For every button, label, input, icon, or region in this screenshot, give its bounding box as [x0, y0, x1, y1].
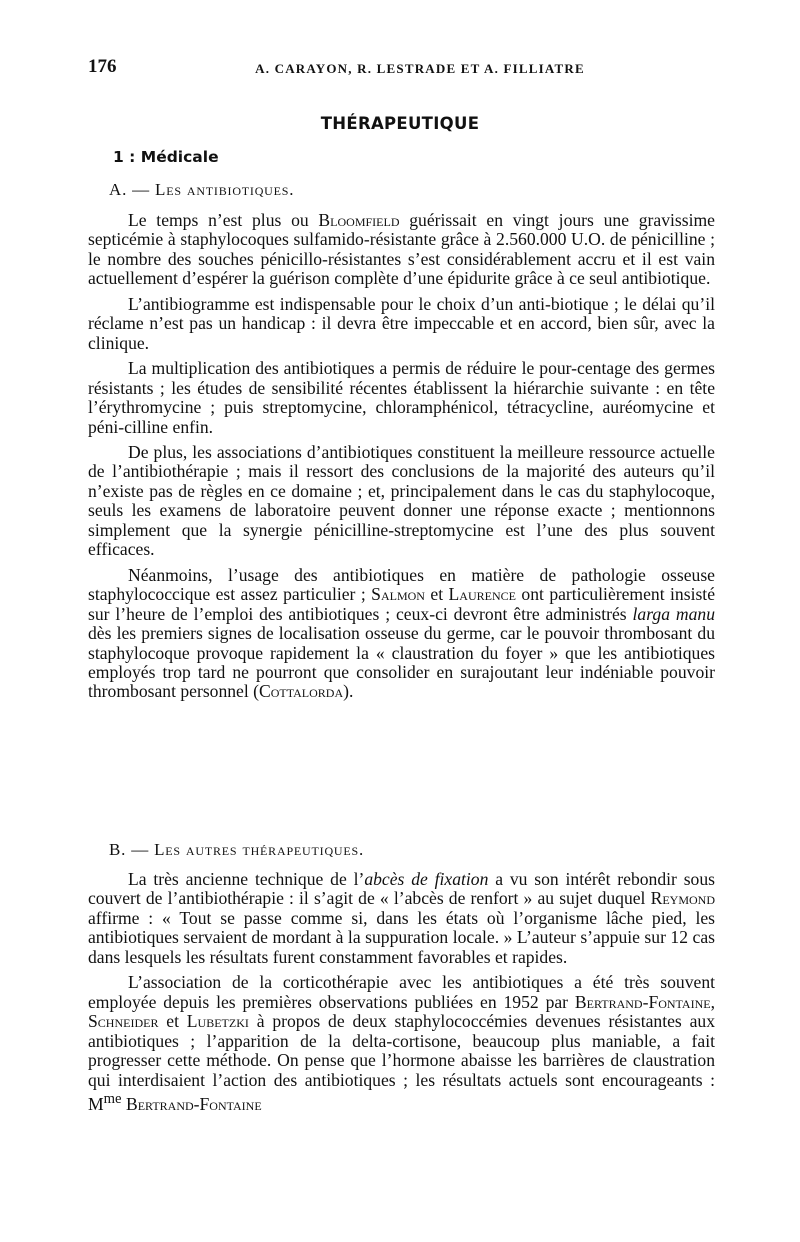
paragraph: La très ancienne technique de l’abcès de fixation a vu son intérêt rebondir sous couvert de l’antibiothérapie : il s’agit de « l’abcès de renfort » au sujet duquel Reymond affirme : « Tout se passe comme si, dans les états où l’organisme lâche pied, les antibiotiques servaient de mordant à la suppuration locale. » L’auteur s’appuie sur 12 cas dans lesquels les résultats furent constamment favorables et rapides.	[88, 869, 715, 967]
heading-other-therapies	[109, 840, 364, 860]
author-name: Cottalorda	[259, 681, 344, 702]
paragraph: De plus, les associations d’antibiotiques constituent la meilleure ressource actuelle de l’antibiothérapie ; mais il ressort des conclusions de la majorité des auteurs qu’il n’existe pas de règles en ce domaine ; et, principalement dans le cas du staphylocoque, seuls les examens de laboratoire peuvent donner une réponse exacte ; mentionnons simplement que la synergie pénicilline-streptomycine est l’une des plus souvent efficaces.	[88, 441, 715, 560]
page-header	[88, 56, 712, 80]
running-head: A. CARAYON, R. LESTRADE ET A. FILLIATRE	[255, 61, 585, 76]
section-title: THÉRAPEUTIQUE	[320, 114, 480, 133]
heading-antibiotics	[109, 180, 294, 200]
author-name: Bloomfield	[318, 210, 400, 230]
subsection-title: 1 : Médicale	[113, 148, 219, 166]
author-name: Schneider	[88, 1011, 159, 1032]
author-name: Laurence	[448, 584, 516, 605]
author-name: Salmon	[371, 584, 425, 605]
paragraph: Le temps n’est plus ou Bloomfield guérissait en vingt jours une gravissime septicémie à staphylocoques sulfamido-résistante grâce à 2.560.000 U.O. de pénicilline ; le nombre des souches pénicillo-résistantes s’est considérablement accru et il est vain actuellement d’espérer la guérison complète d’une épidurite grâce à ce seul antibiotique.	[88, 210, 715, 289]
heading-text: Les antibiotiques.	[155, 180, 295, 199]
author-name: Bertrand-Fontaine	[574, 991, 711, 1012]
page-number: 176	[88, 56, 117, 77]
section-antibiotics-body	[88, 211, 715, 708]
heading-text: Les autres thérapeutiques.	[154, 840, 365, 859]
latin-phrase: larga manu	[632, 603, 716, 624]
author-name: Lubetzki	[186, 1011, 249, 1032]
heading-letter: B. —	[109, 840, 155, 859]
superscript: me	[103, 1090, 122, 1107]
paragraph: L’association de la corticothérapie avec les antibiotiques a été très souvent employée depuis les premières observations publiées en 1952 par Bertrand-Fontaine, Schneider et Lubetzki à propos de deux staphylococcémies devenues résistantes aux antibiotiques ; l’apparition de la delta-cortisone, beaucoup plus maniable, a fait progresser cette méthode. On pense que l’hormone abaisse les barrières de claustration qui interdisaient l’action des antibiotiques ; les résultats actuels sont encourageants : $M^{me}$ Bertrand-Fontaine	[88, 972, 715, 1114]
section-other-therapies-body	[88, 870, 715, 1120]
paragraph: Néanmoins, l’usage des antibiotiques en matière de pathologie osseuse staphylococcique est assez particulier ; Salmon et Laurence ont particulièrement insisté sur l’heure de l’emploi des antibiotiques ; ceux-ci devront être administrés larga manu dès les premiers signes de localisation osseuse du germe, car le pouvoir thrombosant du staphylocoque provoque rapidement la « claustration du foyer » que les antibiotiques employés trop tard ne pourront que consolider en surajoutant leur indéniable pouvoir thrombosant personnel (Cottalorda).	[88, 564, 716, 702]
author-name: Bertrand-Fontaine	[125, 1093, 262, 1114]
italic-term: abcès de fixation	[364, 869, 489, 889]
paragraph: L’antibiogramme est indispensable pour le choix d’un anti-biotique ; le délai qu’il réclame n’est pas un handicap : il devra être impeccable et en accord, bien sûr, avec la clinique.	[88, 293, 715, 353]
paragraph: La multiplication des antibiotiques a permis de réduire le pour-centage des germes résistants ; les études de sensibilité récentes établissent la hiérarchie suivante : en tête l’érythromycine ; puis streptomycine, chloramphénicol, tétracycline, auréomycine et péni-cilline enfin.	[88, 358, 715, 437]
heading-letter: A. —	[109, 180, 156, 199]
author-name: Reymond	[650, 888, 715, 909]
